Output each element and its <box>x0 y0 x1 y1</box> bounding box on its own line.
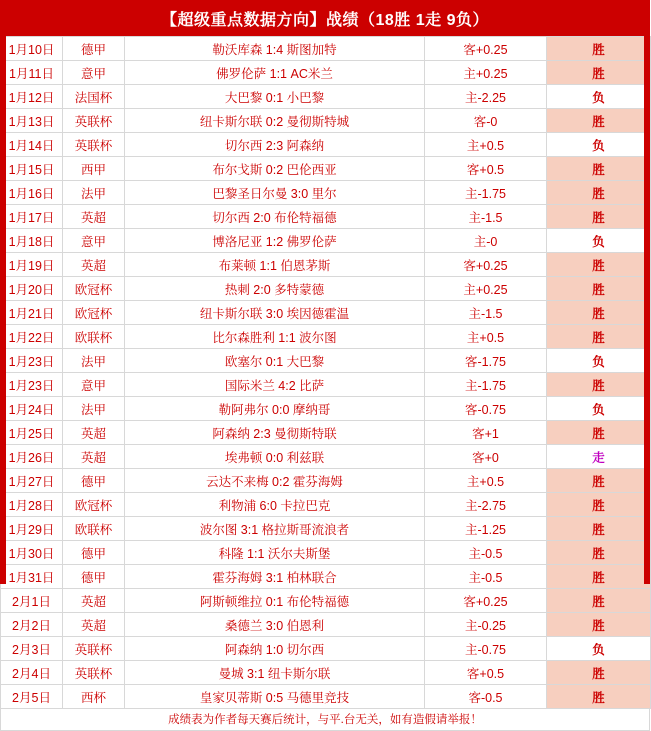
result-badge: 负 <box>547 349 651 373</box>
result-badge: 胜 <box>547 661 651 685</box>
match-date: 1月10日 <box>1 37 63 61</box>
league-name: 英超 <box>63 253 125 277</box>
pick-value: 客+0.25 <box>425 37 547 61</box>
match-date: 2月2日 <box>1 613 63 637</box>
pick-value: 客+0.5 <box>425 661 547 685</box>
match-detail: 热刺 2:0 多特蒙德 <box>125 277 425 301</box>
league-name: 德甲 <box>63 565 125 589</box>
league-name: 德甲 <box>63 37 125 61</box>
footer-note: 成绩表为作者每天赛后统计，与平.台无关，如有造假请举报！ <box>0 709 650 731</box>
pick-value: 客+0.5 <box>425 157 547 181</box>
table-row <box>1 661 651 685</box>
league-name: 英超 <box>63 421 125 445</box>
league-name: 意甲 <box>63 229 125 253</box>
table-row <box>1 541 651 565</box>
league-name: 欧联杯 <box>63 517 125 541</box>
pick-value: 客-1.75 <box>425 349 547 373</box>
result-badge: 胜 <box>547 373 651 397</box>
match-detail: 云达不来梅 0:2 霍芬海姆 <box>125 469 425 493</box>
result-badge: 负 <box>547 133 651 157</box>
league-name: 英超 <box>63 589 125 613</box>
league-name: 欧联杯 <box>63 325 125 349</box>
table-row <box>1 589 651 613</box>
table-row <box>1 685 651 709</box>
match-detail: 巴黎圣日尔曼 3:0 里尔 <box>125 181 425 205</box>
match-detail: 切尔西 2:0 布伦特福德 <box>125 205 425 229</box>
match-detail: 比尔森胜利 1:1 波尔图 <box>125 325 425 349</box>
pick-value: 客+0 <box>425 445 547 469</box>
result-badge: 胜 <box>547 565 651 589</box>
league-name: 英联杯 <box>63 109 125 133</box>
league-name: 英超 <box>63 445 125 469</box>
match-date: 2月5日 <box>1 685 63 709</box>
pick-value: 客-0.5 <box>425 685 547 709</box>
match-date: 2月1日 <box>1 589 63 613</box>
match-date: 1月11日 <box>1 61 63 85</box>
league-name: 法国杯 <box>63 85 125 109</box>
table-row <box>1 349 651 373</box>
match-detail: 大巴黎 0:1 小巴黎 <box>125 85 425 109</box>
match-detail: 阿斯顿维拉 0:1 布伦特福德 <box>125 589 425 613</box>
match-date: 1月23日 <box>1 349 63 373</box>
league-name: 英联杯 <box>63 637 125 661</box>
match-date: 1月15日 <box>1 157 63 181</box>
table-row <box>1 565 651 589</box>
result-badge: 胜 <box>547 277 651 301</box>
match-detail: 纽卡斯尔联 3:0 埃因德霍温 <box>125 301 425 325</box>
result-badge: 负 <box>547 229 651 253</box>
result-badge: 走 <box>547 445 651 469</box>
result-badge: 负 <box>547 397 651 421</box>
table-row <box>1 109 651 133</box>
result-badge: 胜 <box>547 109 651 133</box>
result-badge: 胜 <box>547 157 651 181</box>
pick-value: 主+0.25 <box>425 61 547 85</box>
match-detail: 布莱顿 1:1 伯恩茅斯 <box>125 253 425 277</box>
match-detail: 皇家贝蒂斯 0:5 马德里竞技 <box>125 685 425 709</box>
pick-value: 主-0.75 <box>425 637 547 661</box>
table-row <box>1 325 651 349</box>
result-badge: 胜 <box>547 493 651 517</box>
table-row <box>1 85 651 109</box>
league-name: 德甲 <box>63 469 125 493</box>
match-date: 1月28日 <box>1 493 63 517</box>
league-name: 欧冠杯 <box>63 493 125 517</box>
match-date: 1月22日 <box>1 325 63 349</box>
pick-value: 主+0.5 <box>425 469 547 493</box>
match-date: 1月21日 <box>1 301 63 325</box>
match-detail: 佛罗伦萨 1:1 AC米兰 <box>125 61 425 85</box>
match-date: 1月12日 <box>1 85 63 109</box>
match-detail: 霍芬海姆 3:1 柏林联合 <box>125 565 425 589</box>
result-badge: 胜 <box>547 613 651 637</box>
league-name: 欧冠杯 <box>63 277 125 301</box>
pick-value: 客+1 <box>425 421 547 445</box>
table-row <box>1 37 651 61</box>
match-detail: 国际米兰 4:2 比萨 <box>125 373 425 397</box>
table-row <box>1 181 651 205</box>
match-date: 1月17日 <box>1 205 63 229</box>
pick-value: 主-0.5 <box>425 565 547 589</box>
match-date: 1月25日 <box>1 421 63 445</box>
match-detail: 纽卡斯尔联 0:2 曼彻斯特城 <box>125 109 425 133</box>
results-table <box>0 36 651 709</box>
pick-value: 客+0.25 <box>425 253 547 277</box>
result-badge: 胜 <box>547 37 651 61</box>
match-date: 1月29日 <box>1 517 63 541</box>
pick-value: 主-1.5 <box>425 301 547 325</box>
match-detail: 利物浦 6:0 卡拉巴克 <box>125 493 425 517</box>
match-detail: 欧塞尔 0:1 大巴黎 <box>125 349 425 373</box>
league-name: 英超 <box>63 613 125 637</box>
table-row <box>1 157 651 181</box>
table-row <box>1 133 651 157</box>
pick-value: 客-0 <box>425 109 547 133</box>
pick-value: 主-0.25 <box>425 613 547 637</box>
league-name: 英联杯 <box>63 661 125 685</box>
match-date: 1月14日 <box>1 133 63 157</box>
pick-value: 主-1.25 <box>425 517 547 541</box>
league-name: 德甲 <box>63 541 125 565</box>
match-date: 1月31日 <box>1 565 63 589</box>
match-date: 1月27日 <box>1 469 63 493</box>
result-badge: 胜 <box>547 421 651 445</box>
pick-value: 主-1.75 <box>425 181 547 205</box>
match-detail: 博洛尼亚 1:2 佛罗伦萨 <box>125 229 425 253</box>
result-badge: 胜 <box>547 589 651 613</box>
match-detail: 阿森纳 1:0 切尔西 <box>125 637 425 661</box>
pick-value: 主-1.75 <box>425 373 547 397</box>
result-badge: 胜 <box>547 541 651 565</box>
table-row <box>1 613 651 637</box>
match-date: 1月20日 <box>1 277 63 301</box>
table-row <box>1 637 651 661</box>
match-detail: 曼城 3:1 纽卡斯尔联 <box>125 661 425 685</box>
match-detail: 埃弗顿 0:0 利兹联 <box>125 445 425 469</box>
result-badge: 胜 <box>547 517 651 541</box>
league-name: 西杯 <box>63 685 125 709</box>
table-row <box>1 61 651 85</box>
left-rail-decoration <box>0 36 6 584</box>
league-name: 法甲 <box>63 397 125 421</box>
league-name: 欧冠杯 <box>63 301 125 325</box>
league-name: 西甲 <box>63 157 125 181</box>
result-badge: 胜 <box>547 181 651 205</box>
result-badge: 负 <box>547 637 651 661</box>
match-detail: 桑德兰 3:0 伯恩利 <box>125 613 425 637</box>
table-row <box>1 253 651 277</box>
match-detail: 布尔戈斯 0:2 巴伦西亚 <box>125 157 425 181</box>
pick-value: 客-0.75 <box>425 397 547 421</box>
table-row <box>1 469 651 493</box>
match-detail: 科隆 1:1 沃尔夫斯堡 <box>125 541 425 565</box>
pick-value: 主-2.25 <box>425 85 547 109</box>
page-title: 【超级重点数据方向】战绩（18胜 1走 9负） <box>0 0 650 36</box>
league-name: 法甲 <box>63 349 125 373</box>
match-detail: 阿森纳 2:3 曼彻斯特联 <box>125 421 425 445</box>
table-row <box>1 517 651 541</box>
match-date: 2月4日 <box>1 661 63 685</box>
table-row <box>1 373 651 397</box>
result-badge: 负 <box>547 85 651 109</box>
match-date: 1月24日 <box>1 397 63 421</box>
result-badge: 胜 <box>547 205 651 229</box>
result-badge: 胜 <box>547 61 651 85</box>
match-date: 2月3日 <box>1 637 63 661</box>
result-badge: 胜 <box>547 469 651 493</box>
result-badge: 胜 <box>547 253 651 277</box>
pick-value: 主-0 <box>425 229 547 253</box>
table-row <box>1 493 651 517</box>
pick-value: 客+0.25 <box>425 589 547 613</box>
pick-value: 主-0.5 <box>425 541 547 565</box>
league-name: 意甲 <box>63 61 125 85</box>
match-date: 1月18日 <box>1 229 63 253</box>
match-detail: 切尔西 2:3 阿森纳 <box>125 133 425 157</box>
pick-value: 主+0.5 <box>425 325 547 349</box>
result-badge: 胜 <box>547 325 651 349</box>
match-detail: 勒阿弗尔 0:0 摩纳哥 <box>125 397 425 421</box>
league-name: 英联杯 <box>63 133 125 157</box>
match-date: 1月13日 <box>1 109 63 133</box>
table-row <box>1 421 651 445</box>
table-row <box>1 445 651 469</box>
table-row <box>1 277 651 301</box>
match-date: 1月19日 <box>1 253 63 277</box>
match-date: 1月30日 <box>1 541 63 565</box>
pick-value: 主-1.5 <box>425 205 547 229</box>
right-rail-decoration <box>644 36 650 584</box>
table-row <box>1 301 651 325</box>
match-date: 1月26日 <box>1 445 63 469</box>
match-detail: 波尔图 3:1 格拉斯哥流浪者 <box>125 517 425 541</box>
league-name: 法甲 <box>63 181 125 205</box>
table-row <box>1 397 651 421</box>
pick-value: 主-2.75 <box>425 493 547 517</box>
match-date: 1月16日 <box>1 181 63 205</box>
table-row <box>1 205 651 229</box>
pick-value: 主+0.5 <box>425 133 547 157</box>
match-date: 1月23日 <box>1 373 63 397</box>
league-name: 英超 <box>63 205 125 229</box>
result-badge: 胜 <box>547 685 651 709</box>
league-name: 意甲 <box>63 373 125 397</box>
match-detail: 勒沃库森 1:4 斯图加特 <box>125 37 425 61</box>
result-badge: 胜 <box>547 301 651 325</box>
pick-value: 主+0.25 <box>425 277 547 301</box>
table-row <box>1 229 651 253</box>
